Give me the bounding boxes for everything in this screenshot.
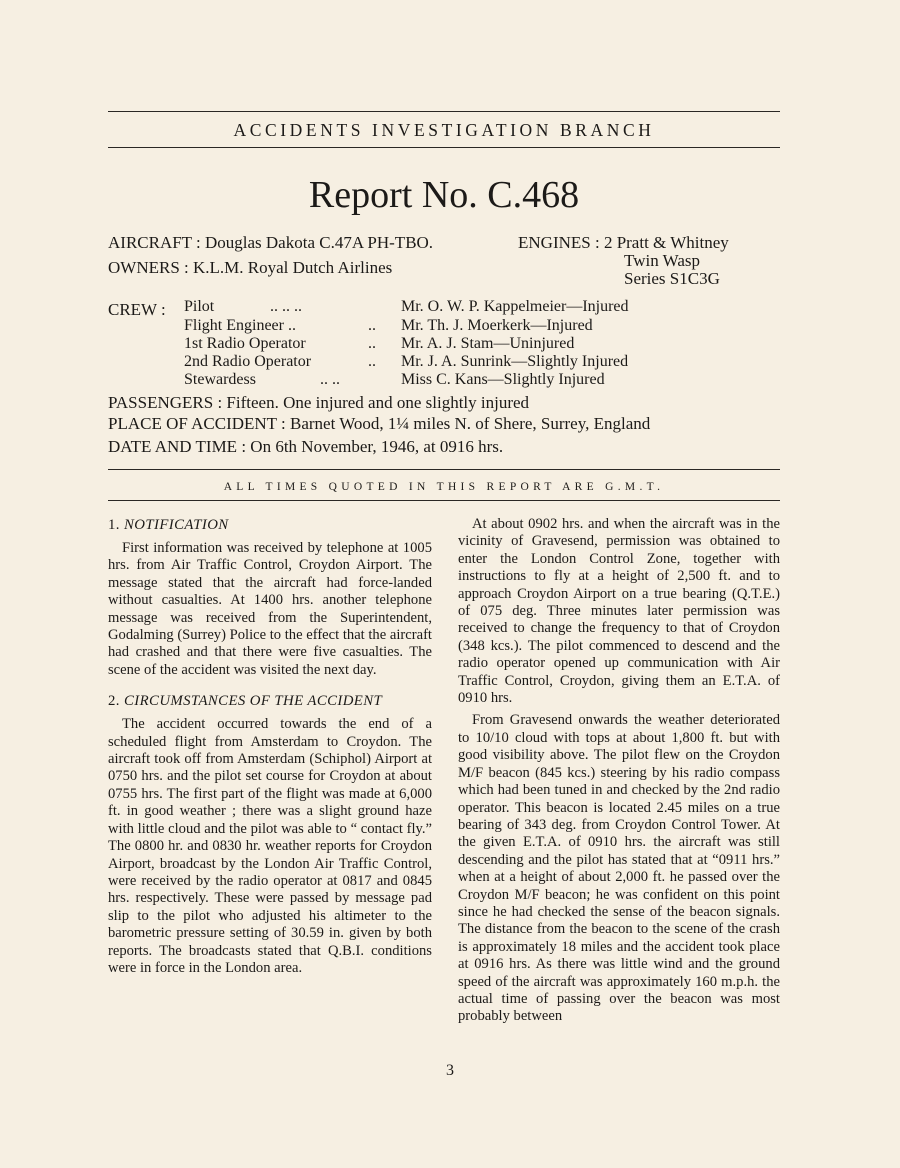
passengers-line: PASSENGERS : Fifteen. One injured and one slightly injured (108, 393, 530, 412)
date-time-line: DATE AND TIME : On 6th November, 1946, at 0916 hrs. (108, 437, 504, 456)
times-rule (108, 500, 780, 501)
section-1-heading (108, 516, 432, 534)
section-2-title: CIRCUMSTANCES OF THE ACCIDENT (124, 693, 383, 710)
crew-dots: .. .. .. (270, 298, 302, 315)
crew-dots: .. (368, 353, 376, 370)
engines-line-2: Twin Wasp (624, 251, 700, 270)
crew-role: 2nd Radio Operator (184, 353, 312, 370)
top-rule (108, 111, 780, 112)
section-1-number: 1. (108, 517, 120, 533)
crew-dots: .. (368, 335, 376, 352)
section-2-heading (108, 692, 432, 710)
crew-name: Mr. Th. J. Moerkerk—Injured (401, 317, 593, 334)
section-2-number: 2. (108, 693, 120, 710)
crew-name: Mr. O. W. P. Kappelmeier—Injured (401, 298, 629, 315)
crew-dots: .. .. (320, 371, 340, 388)
section-1-body: First information was received by telephone at 1005 hrs. from Air Traffic Control, Croydon Airport. The message stated that the aircraft had force-landed without casualties. At 1400 hrs. another telephone message was received from the Superintendent, Godalming (Surrey) Police to the effect that the aircraft had crashed and that there were five casualties. The scene of the accident was visited the next day. (108, 540, 432, 678)
branch-heading: ACCIDENTS INVESTIGATION BRANCH (233, 120, 655, 140)
owners-line: OWNERS : K.L.M. Royal Dutch Airlines (108, 258, 393, 277)
crew-label: CREW : (108, 300, 166, 319)
crew-dots: .. (368, 317, 376, 334)
engines-line-3: Series S1C3G (624, 269, 720, 288)
times-note: ALL TIMES QUOTED IN THIS REPORT ARE G.M.T. (223, 481, 665, 493)
details-rule (108, 469, 780, 470)
right-column (458, 516, 780, 1026)
crew-name: Mr. J. A. Sunrink—Slightly Injured (401, 353, 629, 370)
crew-role: Flight Engineer .. (184, 317, 296, 334)
aircraft-line: AIRCRAFT : Douglas Dakota C.47A PH-TBO. (108, 233, 434, 252)
section-1-title: NOTIFICATION (124, 517, 229, 533)
report-title: Report No. C.468 (308, 174, 580, 216)
crew-name: Miss C. Kans—Slightly Injured (401, 371, 605, 388)
crew-role: Pilot (184, 298, 215, 315)
crew-role: Stewardess (184, 371, 256, 388)
crew-name: Mr. A. J. Stam—Uninjured (401, 335, 575, 352)
section-2-body: The accident occurred towards the end of a scheduled flight from Amsterdam to Croydon. The aircraft took off from Amsterdam (Schiphol) Airport at 0750 hrs. and the pilot set course for Croydon at about 0755 hrs. The first part of the flight was made at 6,000 ft. in good weather ; there was a slight ground haze with little cloud and the pilot was able to “ contact fly.” The 0800 hr. and 0830 hr. weather reports for Croydon Airport, broadcast by the London Air Traffic Control, were received by the radio operator at 0817 and 0845 hrs. respectively. These were passed by message pad slip to the pilot who adjusted his altimeter to the barometric pressure setting of 30.59 in. given by both reports. The broadcasts stated that Q.B.I. conditions were in force in the London area. (108, 716, 432, 976)
circumstances-paragraph-3: From Gravesend onwards the weather deteriorated to 10/10 cloud with tops at about 1,800 ft. but with good visibility above. The pilot flew on the Croydon M/F beacon (845 kcs.) steering by his radio compass which had been tuned in and checked by the 2nd radio operator. This beacon is located 2.45 miles on a true bearing of 343 deg. from Croydon Control Tower. At the given E.T.A. of 0910 hrs. the aircraft was still descending and the pilot has stated that at “0911 hrs.” when at a height of about 2,000 ft. he passed over the Croydon M/F beacon; he was confident on this point since he had checked the sense of the beacon signals. The distance from the beacon to the scene of the crash is approximately 18 miles and the accident took place at 0916 hrs. As there was little wind and the ground speed of the aircraft was approximately 160 m.p.h. the actual time of passing over the beacon was most probably between (458, 712, 780, 1025)
circumstances-paragraph-2: At about 0902 hrs. and when the aircraft was in the vicinity of Gravesend, permission was obtained to enter the London Control Zone, together with instructions to fly at a height of 2,500 ft. and to approach Croydon Airport on a true bearing (Q.T.E.) of 075 deg. Three minutes later permission was received to change the frequency to that of Croydon (348 kcs.). The pilot commenced to descend and the radio operator opened up communication with Air Traffic Control, Croydon, giving them an E.T.A. of 0910 hrs. (458, 516, 780, 707)
left-column (108, 516, 432, 977)
branch-rule (108, 147, 780, 148)
page-number: 3 (446, 1062, 454, 1079)
engines-line-1: ENGINES : 2 Pratt & Whitney (518, 233, 729, 252)
crew-role: 1st Radio Operator (184, 335, 306, 352)
place-line: PLACE OF ACCIDENT : Barnet Wood, 1¼ miles N. of Shere, Surrey, England (108, 414, 651, 433)
